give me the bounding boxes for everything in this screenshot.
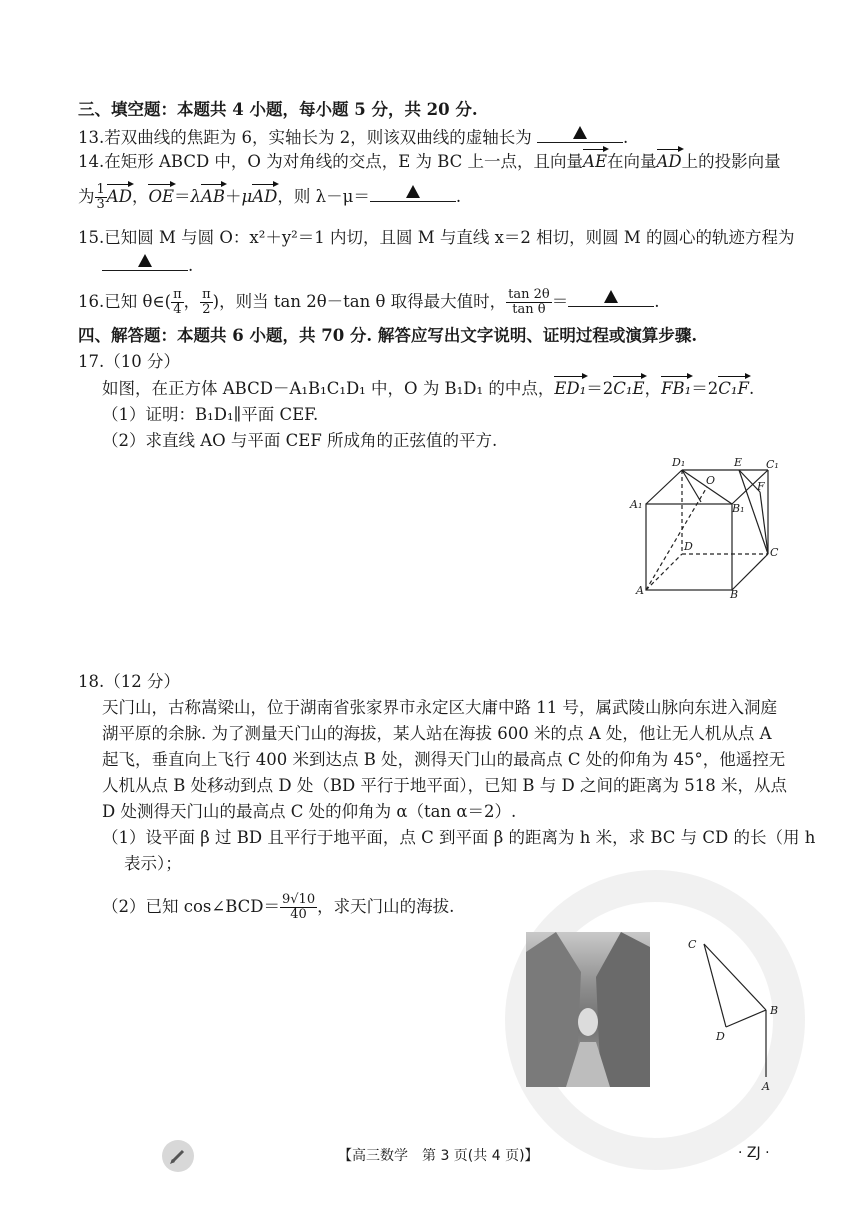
lambda: λ [190, 187, 201, 206]
vector-AE: AE [583, 150, 607, 174]
frac-den: 40 [290, 907, 307, 922]
q18-p2-text-b: ，求天门山的海拔. [317, 897, 455, 916]
vector-FB1: FB₁ [661, 377, 691, 401]
q18-p2-text-a: （2）已知 cos∠BCD＝ [102, 897, 280, 916]
q18-line5: D 处测得天门山的最高点 C 处的仰角为 α（tan α＝2）. [102, 802, 517, 821]
footer-code: · ZJ · [738, 1145, 770, 1161]
section4-heading: 四、解答题：本题共 6 小题，共 70 分. 解答应写出文字说明、证明过程或演算步骤. [78, 326, 698, 345]
eq-2b: ＝2 [691, 379, 719, 398]
frac-num: 1 [96, 182, 105, 197]
fraction-pi-4 [171, 288, 184, 317]
q13-text: 13.若双曲线的焦距为 6，实轴长为 2，则该双曲线的虚轴长为 [78, 128, 532, 147]
vector-C1F: C₁F [718, 377, 749, 401]
q14-text-e: ，则 λ－μ＝ [277, 187, 370, 206]
answer-blank-14 [370, 183, 456, 202]
label-O: O [706, 474, 716, 487]
q18-part1-line1: （1）设平面 β 过 BD 且平行于地平面，点 C 到平面 β 的距离为 h 米，求 BC 与 CD 的长（用 h [102, 828, 816, 847]
label-A1: A₁ [630, 498, 643, 511]
q17-part1: （1）证明：B₁D₁∥平面 CEF. [102, 405, 319, 424]
eq-2a: ＝2 [586, 379, 614, 398]
label-D1: D₁ [672, 456, 686, 469]
q16-text-b: )，则当 tan 2θ－tan θ 取得最大值时， [212, 292, 507, 311]
q18-line2: 湖平原的余脉. 为了测量天门山的海拔，某人站在海拔 600 米的点 A 处，他让无人机从点 A [102, 724, 772, 743]
frac-den: tan θ [512, 302, 546, 317]
mu: μ [241, 187, 253, 206]
question-14-line1 [78, 150, 781, 174]
fig18-label-A: A [762, 1080, 770, 1093]
frac-den: 2 [202, 302, 211, 317]
frac-num: π [173, 287, 182, 302]
section3-heading: 三、填空题：本题共 4 小题，每小题 5 分，共 20 分. [78, 100, 478, 119]
q14-text-d: 为 [78, 187, 95, 206]
q14-text-c: 上的投影向量 [681, 152, 781, 171]
question-15-line1: 15.已知圆 M 与圆 O：x²＋y²＝1 内切，且圆 M 与直线 x＝2 相切，则圆 M 的圆心的轨迹方程为 [78, 228, 795, 247]
q18-part1-line2: 表示）； [124, 854, 182, 873]
mountain-illustration [526, 932, 650, 1087]
q17-score: 17.（10 分） [78, 352, 180, 371]
q17-part2: （2）求直线 AO 与平面 CEF 所成角的正弦值的平方. [102, 431, 498, 450]
q14-text-a: 14.在矩形 ABCD 中，O 为对角线的交点，E 为 BC 上一点，且向量 [78, 152, 584, 171]
vector-OE: OE [148, 185, 174, 209]
answer-blank-13 [537, 124, 623, 143]
label-C: C [770, 546, 779, 559]
comma: ， [131, 187, 149, 206]
fraction-pi-2 [200, 288, 213, 317]
q18-part2 [102, 893, 454, 922]
frac-den: 4 [173, 302, 182, 317]
triangle-icon [573, 126, 587, 139]
question-13: 13.若双曲线的焦距为 6，实轴长为 2，则该双曲线的虚轴长为 . [78, 124, 628, 150]
label-A: A [636, 584, 644, 597]
question-16: 16.已知 θ∈( $\frac{\pi}{4}$ ， $\frac{\pi}{2}$ )，则当 tan 2θ－tan θ 取得最大值时， $\frac{\tan 2\theta}{\text{tan θ}}$ ＝ . [78, 287, 660, 317]
vector-AD-2: AD [107, 185, 132, 209]
question-14-line2: 为 $\frac{1}{3}$ AD，OE＝λAB＋μAD，则 λ－μ＝ . [78, 182, 462, 212]
vector-AD: AD [657, 150, 682, 174]
question-15-line2: . [102, 252, 193, 278]
fig18-label-B: B [770, 1004, 779, 1017]
fraction-cos [280, 893, 317, 922]
label-F: F [757, 480, 765, 493]
label-B: B [730, 588, 739, 600]
q17-stem-text: 如图，在正方体 ABCD－A₁B₁C₁D₁ 中，O 为 B₁D₁ 的中点， [102, 379, 555, 398]
vector-C1E: C₁E [613, 377, 644, 401]
label-D: D [684, 540, 693, 553]
q16-text-a: 16.已知 θ∈( [78, 292, 172, 311]
fig18-label-C: C [688, 938, 697, 951]
pencil-glyph [162, 1140, 194, 1172]
frac-num: 9√10 [282, 892, 316, 907]
vector-AD-3: AD [252, 185, 277, 209]
triangle-icon [406, 185, 420, 198]
fig18-label-D: D [716, 1030, 725, 1043]
q14-text-b: 在向量 [607, 152, 657, 171]
q17-stem [102, 377, 754, 401]
vector-ED1: ED₁ [554, 377, 586, 401]
cube-figure [626, 452, 786, 600]
q18-score: 18.（12 分） [78, 672, 180, 691]
vector-AB: AB [201, 185, 225, 209]
q18-line1: 天门山，古称嵩梁山，位于湖南省张家界市永定区大庸中路 11 号，属武陵山脉向东进入洞庭 [102, 698, 777, 717]
footer-page-info: 【高三数学 第 3 页(共 4 页)】 [338, 1148, 539, 1164]
label-E: E [734, 456, 743, 469]
label-B1: B₁ [732, 502, 745, 515]
answer-blank-15 [102, 252, 188, 271]
frac-num: π [202, 287, 211, 302]
tianmen-mountain-photo [526, 932, 650, 1087]
label-C1: C₁ [766, 458, 779, 471]
frac-den: 3 [96, 197, 105, 212]
fraction-tan [506, 288, 552, 317]
answer-blank-16 [568, 288, 654, 307]
q18-line3: 起飞，垂直向上飞行 400 米到达点 B 处，测得天门山的最高点 C 处的仰角为 45°，他遥控无 [102, 750, 786, 769]
pencil-icon [162, 1140, 194, 1172]
q18-line4: 人机从点 B 处移动到点 D 处（BD 平行于地平面），已知 B 与 D 之间的距离为 518 米，从点 [102, 776, 787, 795]
period: . [748, 379, 755, 398]
fraction-one-third [95, 183, 107, 212]
triangle-icon [138, 254, 152, 267]
q16-text-c: ＝ [551, 292, 569, 311]
comma-2: ， [644, 379, 662, 398]
triangle-icon [604, 290, 618, 303]
elevation-figure [684, 932, 784, 1094]
frac-num: tan 2θ [508, 287, 550, 302]
